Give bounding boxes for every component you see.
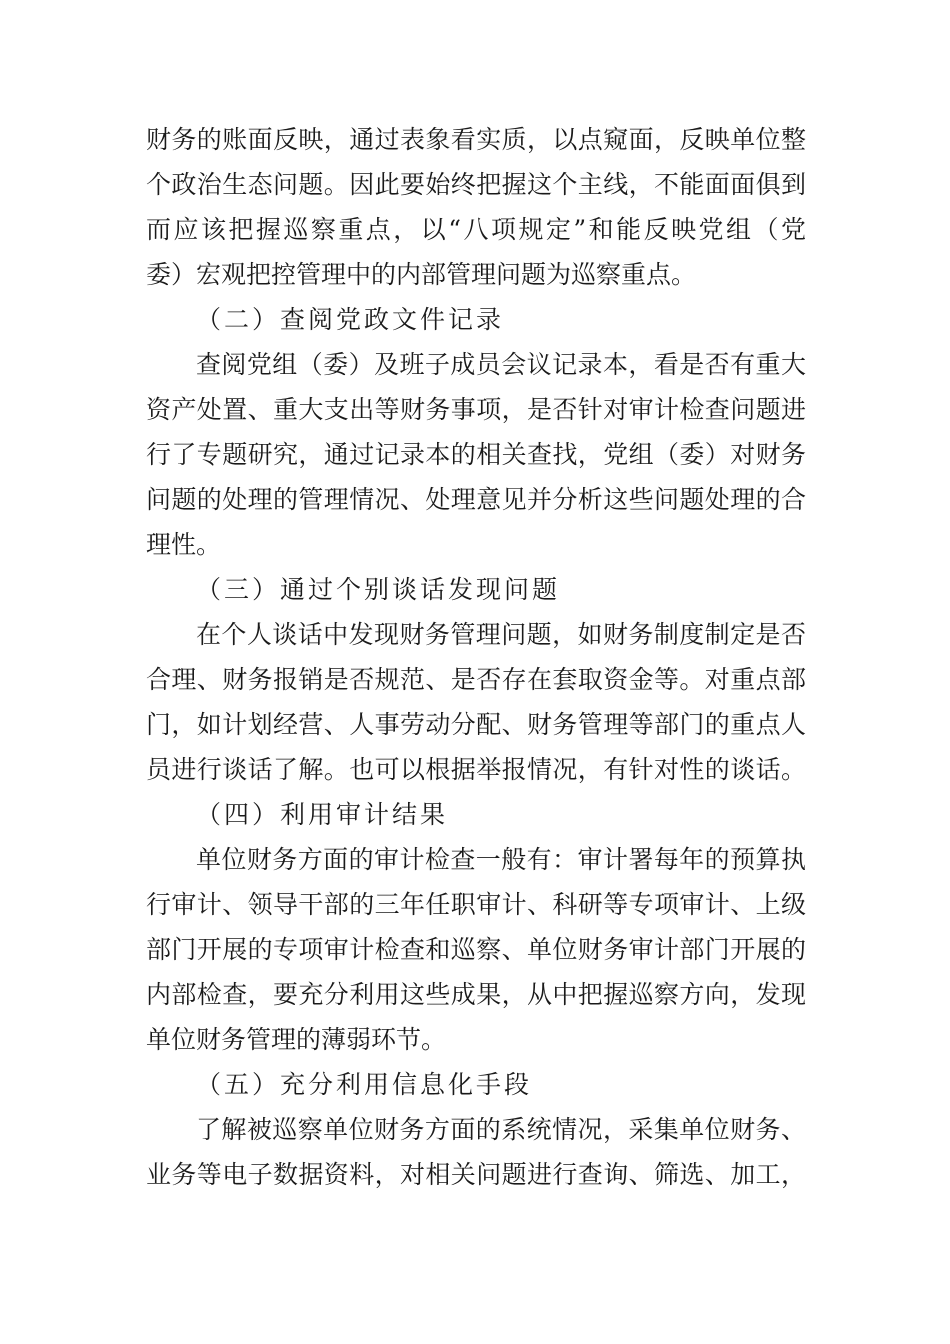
paragraph-line: 问题的处理的管理情况、处理意见并分析这些问题处理的合 bbox=[146, 485, 806, 514]
paragraph-line: 单位财务管理的薄弱环节。 bbox=[146, 1025, 447, 1054]
paragraph-line: 内部检查，要充分利用这些成果，从中把握巡察方向，发现 bbox=[146, 980, 806, 1009]
paragraph-line: 了解被巡察单位财务方面的系统情况，采集单位财务、 bbox=[196, 1115, 806, 1144]
paragraph-line: 业务等电子数据资料，对相关问题进行查询、筛选、加工， bbox=[146, 1160, 806, 1189]
paragraph-line: 员进行谈话了解。也可以根据举报情况，有针对性的谈话。 bbox=[146, 755, 806, 784]
paragraph-line: 合理、财务报销是否规范、是否存在套取资金等。对重点部 bbox=[146, 665, 806, 694]
paragraph-line: 行审计、领导干部的三年任职审计、科研等专项审计、上级 bbox=[146, 890, 806, 919]
paragraph-line: 查阅党组（委）及班子成员会议记录本，看是否有重大 bbox=[196, 350, 806, 379]
paragraph-line: 理性。 bbox=[146, 530, 222, 559]
paragraph-line: 而应该把握巡察重点，以“八项规定”和能反映党组（党 bbox=[146, 215, 806, 244]
section-heading-5: （五）充分利用信息化手段 bbox=[196, 1070, 533, 1099]
section-heading-3: （三）通过个别谈话发现问题 bbox=[196, 575, 561, 604]
section-heading-2: （二）查阅党政文件记录 bbox=[196, 305, 505, 334]
paragraph-line: 资产处置、重大支出等财务事项，是否针对审计检查问题进 bbox=[146, 395, 806, 424]
paragraph-line: 门，如计划经营、人事劳动分配、财务管理等部门的重点人 bbox=[146, 710, 806, 739]
paragraph-line: 个政治生态问题。因此要始终把握这个主线，不能面面俱到 bbox=[146, 170, 806, 199]
paragraph-line: 在个人谈话中发现财务管理问题，如财务制度制定是否 bbox=[196, 620, 806, 649]
paragraph-line: 委）宏观把控管理中的内部管理问题为巡察重点。 bbox=[146, 260, 697, 289]
section-heading-4: （四）利用审计结果 bbox=[196, 800, 449, 829]
paragraph-line: 部门开展的专项审计检查和巡察、单位财务审计部门开展的 bbox=[146, 935, 806, 964]
paragraph-line: 行了专题研究，通过记录本的相关查找，党组（委）对财务 bbox=[146, 440, 806, 469]
paragraph-line: 单位财务方面的审计检查一般有：审计署每年的预算执 bbox=[196, 845, 806, 874]
paragraph-line: 财务的账面反映，通过表象看实质，以点窥面，反映单位整 bbox=[146, 125, 806, 154]
